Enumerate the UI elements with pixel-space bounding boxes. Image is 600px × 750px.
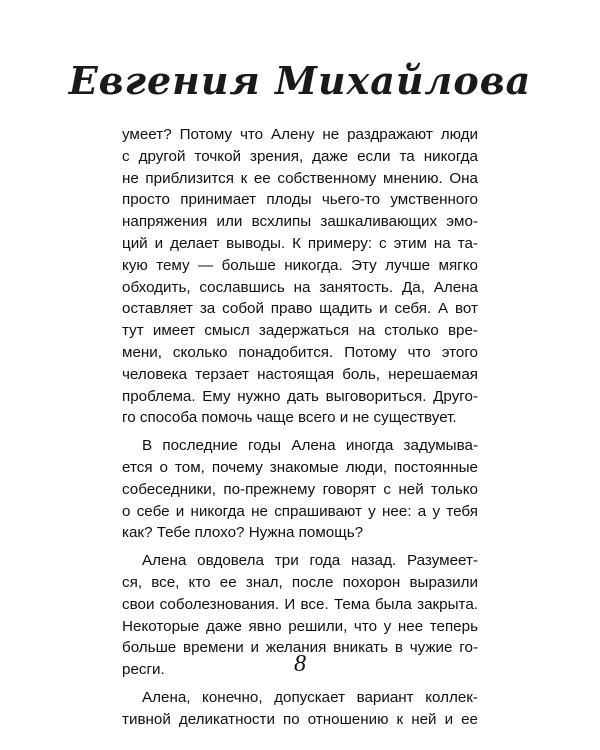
text-line: В последние годы Алена иногда задумыва- [142,437,478,455]
text-line: мени, сколько понадобится. Потому что этого [122,343,478,361]
text-line: Некоторые даже явно решили, что у нее теперь [122,617,478,635]
text-line: ется о том, почему знакомые люди, постоянные [122,458,478,476]
text-line: не приблизится к ее собственному мнению. Она [122,169,478,187]
paragraph [122,687,478,731]
paragraph [122,435,478,544]
text-line: просто принимает плоды чьего-то умственного [122,191,478,209]
running-header-author: Евгения Михайлова [68,58,532,103]
text-line: тивной деликатности по отношению к ней и ее [122,710,478,728]
text-line: кую тему — больше никогда. Эту лучше мягко [122,256,478,274]
text-line: свои соболезнования. И все. Тема была закрыта. [122,595,478,613]
text-line: тут имеет смысл задержаться на столько вре- [122,322,478,340]
text-line: о себе и никогда не спрашивают у нее: а у тебя [122,502,478,520]
text-line: ся, все, кто ее знал, после похорон выразили [122,573,478,591]
text-line: с другой точкой зрения, даже если та никогда [122,147,478,165]
text-line: больше времени и желания вникать в чужие го- [122,639,478,657]
text-line: Алена, конечно, допускает вариант коллек- [142,688,478,706]
text-line: обходить, сославшись на занятость. Да, Алена [122,278,478,296]
text-line: го способа помочь чаще всего и не существует. [122,409,457,427]
page-number: 8 [294,651,306,677]
text-line: оставляет за собой право щадить и себя. А вот [122,300,478,318]
text-line: ций и делает выводы. К примеру: с этим на та- [122,234,478,252]
text-line: собеседники, по-прежнему говорят с ней только [122,480,478,498]
text-line: умеет? Потому что Алену не раздражают люди [122,126,478,143]
body-text [122,124,478,731]
text-line: проблема. Ему нужно дать выговориться. Друго- [122,387,478,405]
text-line: ресги. [122,661,165,679]
text-line: Алена овдовела три года назад. Разумеет- [142,552,478,570]
text-line: человека терзает настоящая боль, нерешаемая [122,365,478,383]
text-line: как? Тебе плохо? Нужна помощь? [122,524,364,542]
paragraph [122,124,478,429]
text-line: напряжения или всхлипы зашкаливающих эмо- [122,213,478,231]
